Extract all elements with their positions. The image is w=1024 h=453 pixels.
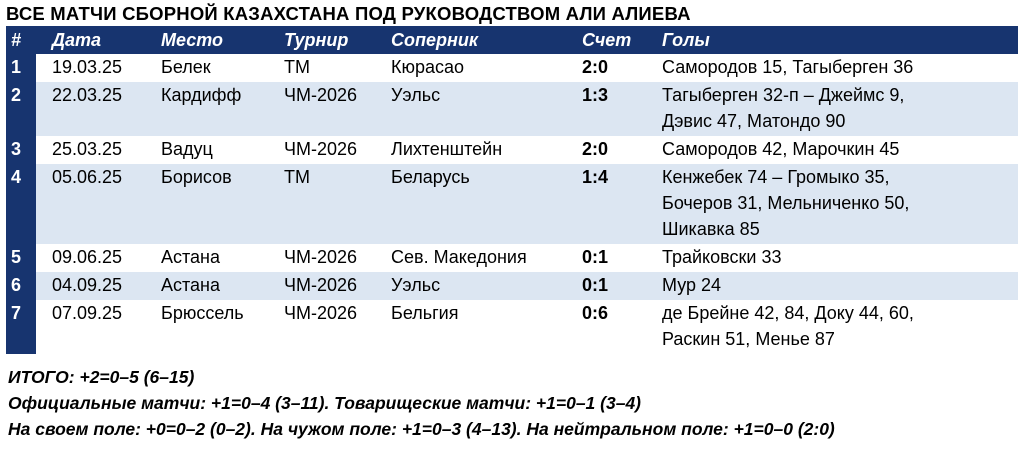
row-opponent: Сев. Македония — [391, 247, 527, 267]
row-number-cell — [6, 244, 36, 272]
row-score: 0:1 — [582, 247, 609, 267]
header-goals: Голы — [662, 30, 710, 50]
row-number-cell — [6, 272, 36, 300]
row-place: Вадуц — [161, 139, 213, 159]
row-opponent: Бельгия — [391, 303, 459, 323]
row-score: 0:6 — [582, 303, 609, 323]
header-tournament: Турнир — [284, 30, 349, 50]
row-score: 1:4 — [582, 167, 609, 187]
row-number-cell — [6, 82, 36, 136]
table-body — [6, 54, 1018, 354]
totals-block — [8, 364, 835, 442]
row-date: 09.06.25 — [52, 247, 123, 267]
header-score: Счет — [582, 30, 632, 50]
row-goals-line: Тагыберген 32-п – Джеймс 9, — [662, 85, 905, 105]
table-row — [6, 54, 1018, 82]
row-number: 6 — [11, 275, 22, 295]
table-row — [6, 136, 1018, 164]
row-number: 5 — [11, 247, 22, 267]
row-number: 3 — [11, 139, 22, 159]
row-tournament: ТМ — [284, 57, 310, 77]
row-number: 4 — [11, 167, 22, 187]
row-goals-line: Кенжебек 74 – Громыко 35, — [662, 167, 890, 187]
row-score: 2:0 — [582, 139, 609, 159]
row-goals — [662, 244, 992, 270]
row-tournament: ТМ — [284, 167, 310, 187]
table-row — [6, 244, 1018, 272]
table-row — [6, 82, 1018, 136]
totals-by-venue: На своем поле: +0=0–2 (0–2). На чужом поле: +1=0–3 (4–13). На нейтральном поле: +1=0–0 (2:0) — [8, 419, 835, 439]
row-score: 2:0 — [582, 57, 609, 77]
row-tournament: ЧМ-2026 — [284, 247, 358, 267]
row-number: 1 — [11, 57, 22, 77]
row-place: Борисов — [161, 167, 232, 187]
row-goals — [662, 82, 992, 134]
matches-table — [6, 26, 1018, 354]
row-opponent: Уэльс — [391, 85, 441, 105]
row-tournament: ЧМ-2026 — [284, 85, 358, 105]
row-place: Белек — [161, 57, 211, 77]
row-goals-line: Самородов 15, Тагыберген 36 — [662, 57, 914, 77]
row-number-cell — [6, 164, 36, 244]
header-num: # — [11, 30, 22, 50]
row-score: 0:1 — [582, 275, 609, 295]
row-tournament: ЧМ-2026 — [284, 139, 358, 159]
row-goals — [662, 300, 992, 352]
row-place: Астана — [161, 247, 221, 267]
row-date: 07.09.25 — [52, 303, 123, 323]
row-goals-line: Бочеров 31, Мельниченко 50, — [662, 193, 910, 213]
row-goals-line: Шикавка 85 — [662, 219, 760, 239]
row-number-cell — [6, 300, 36, 354]
row-goals-line: Трайковски 33 — [662, 247, 782, 267]
header-date: Дата — [52, 30, 102, 50]
row-opponent: Уэльс — [391, 275, 441, 295]
row-goals — [662, 164, 992, 242]
table-row — [6, 272, 1018, 300]
row-goals-line: Раскин 51, Менье 87 — [662, 329, 835, 349]
totals-official-friendly: Официальные матчи: +1=0–4 (3–11). Товарищеские матчи: +1=0–1 (3–4) — [8, 393, 642, 413]
table-row — [6, 164, 1018, 244]
header-place: Место — [161, 30, 223, 50]
row-score: 1:3 — [582, 85, 609, 105]
row-goals-line: Мур 24 — [662, 275, 722, 295]
row-date: 04.09.25 — [52, 275, 123, 295]
row-date: 25.03.25 — [52, 139, 123, 159]
table-header-row — [6, 26, 1018, 54]
row-tournament: ЧМ-2026 — [284, 303, 358, 323]
table-title: ВСЕ МАТЧИ СБОРНОЙ КАЗАХСТАНА ПОД РУКОВОДСТВОМ АЛИ АЛИЕВА — [6, 3, 691, 24]
row-goals-line: Самородов 42, Марочкин 45 — [662, 139, 900, 159]
row-number: 2 — [11, 85, 22, 105]
row-number-cell — [6, 54, 36, 82]
row-opponent: Кюрасао — [391, 57, 465, 77]
totals-overall: ИТОГО: +2=0–5 (6–15) — [8, 367, 195, 387]
row-goals — [662, 272, 992, 298]
row-goals-line: де Брейне 42, 84, Доку 44, 60, — [662, 303, 914, 323]
row-place: Кардифф — [161, 85, 242, 105]
row-opponent: Лихтенштейн — [391, 139, 503, 159]
row-opponent: Беларусь — [391, 167, 470, 187]
row-goals — [662, 136, 992, 162]
row-number: 7 — [11, 303, 22, 323]
row-date: 05.06.25 — [52, 167, 123, 187]
header-opponent: Соперник — [391, 30, 478, 50]
row-goals — [662, 54, 992, 80]
row-date: 19.03.25 — [52, 57, 123, 77]
row-place: Астана — [161, 275, 221, 295]
row-tournament: ЧМ-2026 — [284, 275, 358, 295]
table-row — [6, 300, 1018, 354]
row-number-cell — [6, 136, 36, 164]
row-date: 22.03.25 — [52, 85, 123, 105]
row-place: Брюссель — [161, 303, 244, 323]
row-goals-line: Дэвис 47, Матондо 90 — [662, 111, 846, 131]
